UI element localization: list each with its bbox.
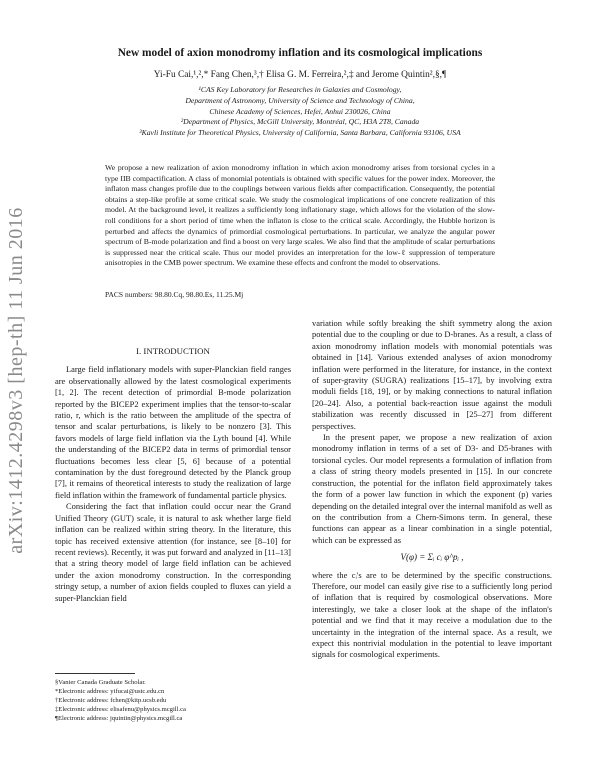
paragraph: Large field inflationary models with super-Planckian field ranges are observationally allowed by the latest cosmological experiments [1, 2]. The recent detection of primordial B-mode polarization reported by the BICEP2 experiment implies that the tensor-to-scalar ratio, r, which is the ratio between the amplitude of the spectra of tensor and scalar perturbations, is likely to be nonzero [3]. This favors models of large field inflation via the Lyth bound [4]. While the understanding of the BICEP2 data in terms of primordial tensor fluctuations becomes less clear [5, 6] because of a potential contamination by the dust foreground detected by the Planck group [7], it remains of theoretical interests to study the realization of large field inflation within the framework of fundamental particle physics. [55, 364, 291, 500]
paper-title: New model of axion monodromy inflation and its cosmological implications [117, 47, 483, 59]
right-column [312, 318, 552, 661]
paragraph: variation while softly breaking the shift symmetry along the axion potential due to the coupling or due to D-branes. As a result, a class of axion monodromy inflation models with monomial potentials was obtained in [14]. Various extended analyses of axion monodromy inflation were performed in the literature, for instance, in the context of super-gravity (SUGRA) realizations [15–17], by involving extra moduli fields [18, 19], or by making connections to natural inflation [20–24]. Also, a potential back-reaction issue against the moduli stabilization was recently discussed in [25–27] from different perspectives. [312, 318, 552, 431]
equation: V(φ) = Σᵢ cᵢ φ^pᵢ , [400, 552, 464, 563]
affiliation-line: Chinese Academy of Sciences, Hefei, Anhui 230026, China [209, 106, 391, 116]
paragraph: where the cᵢ's are to be determined by the specific constructions. Therefore, our model can easily give rise to a sufficiently long period of inflation that is required by cosmological observations. More interestingly, we take a closer look at the shape of the inflaton's potential and we find that it may receive a modulation due to the uncertainty in the integration of the internal space. As a result, we expect this nontrivial modulation in the potential to leave important signals for cosmological experiments. [312, 569, 552, 660]
affiliation-line: ³Kavli Institute for Theoretical Physics, University of California, Santa Barbara, California 93106, USA [139, 128, 461, 138]
affiliation-line: Department of Astronomy, University of Science and Technology of China, [185, 95, 415, 105]
footnote: ¶Electronic address: jquintin@physics.mcgill.ca [55, 715, 183, 722]
author-list: Yi-Fu Cai,¹,²,* Fang Chen,³,† Elisa G. M. Ferreira,²,‡ and Jerome Quintin²,§,¶ [153, 70, 447, 80]
footnotes [55, 678, 295, 723]
footnote-rule [55, 673, 135, 674]
footnote: †Electronic address: fchen@kitp.ucsb.edu [55, 697, 167, 704]
section-heading: I. INTRODUCTION [136, 346, 210, 356]
footnote: ‡Electronic address: elisafenu@physics.mcgill.ca [55, 706, 186, 713]
affiliation-line: ²Department of Physics, McGill University, Montréal, QC, H3A 2T8, Canada [180, 117, 420, 127]
affiliation-line: ¹CAS Key Laboratory for Researches in Galaxies and Cosmology, [198, 85, 402, 94]
affiliations [40, 85, 560, 139]
pacs-numbers: PACS numbers: 98.80.Cq, 98.80.Es, 11.25.Mj [105, 290, 244, 299]
footnote: §Vanier Canada Graduate Scholar. [55, 679, 146, 686]
paragraph: Considering the fact that inflation could occur near the Grand Unified Theory (GUT) scale, it is natural to ask whether large field inflation can be realized within string theory. In the literature, this topic has received extensive attention (for instance, see [8–10] for recent reviews). Recently, it was put forward and analyzed in [11–13] that a string theory model of large field inflation can be achieved under the axion monodromy construction. In the corresponding stringy setup, a number of axion fields coupled to fluxes can yield a super-Planckian field [55, 501, 291, 603]
abstract: We propose a new realization of axion monodromy inflation in which axion monodromy arises from torsional cycles in a type IIB compactification. A class of monomial potentials is obtained with specific values for the power index. Moreover, the inflaton mass changes profile due to the couplings between various fields after compactification. Consequently, the potential obtains a step-like profile at some critical scale. We study the cosmological implications of one concrete realization of this model. At the background level, it realizes a sufficiently long inflationary stage, which allows for the violation of the slow-roll conditions for a short period of time when the inflaton is close to the critical scale. Accordingly, the Hubble horizon is perturbed and affects the dynamics of primordial cosmological perturbations. In particular, we analyze the angular power spectrum of B-mode polarization and find a boost on very large scales. We also find that the amplitude of scalar perturbations is suppressed near the critical scale. Thus our model provides an interpretation for the low-ℓ suppression of temperature anisotropies in the CMB power spectrum. We examine these effects and confront the model to observations. [105, 163, 495, 268]
arxiv-stamp: arXiv:1412.4298v3 [hep-th] 11 Jun 2016 [4, 206, 27, 554]
footnote: *Electronic address: yifucai@ustc.edu.cn [55, 688, 165, 695]
left-column [55, 346, 291, 604]
paragraph: In the present paper, we propose a new realization of axion monodromy inflation in terms of a set of D3- and D5-branes with torsional cycles. Our model represents a formulation of inflation from a class of string theory models presented in [15]. In our concrete construction, the potential for the inflaton field approximately takes the form of a power law function in which the exponent (p) varies depending on the detailed integral over the internal manifold as well as on the contribution from a Chern-Simons term. In general, these functions can appear as a linear combination in a single potential, which can be expressed as [312, 432, 552, 545]
